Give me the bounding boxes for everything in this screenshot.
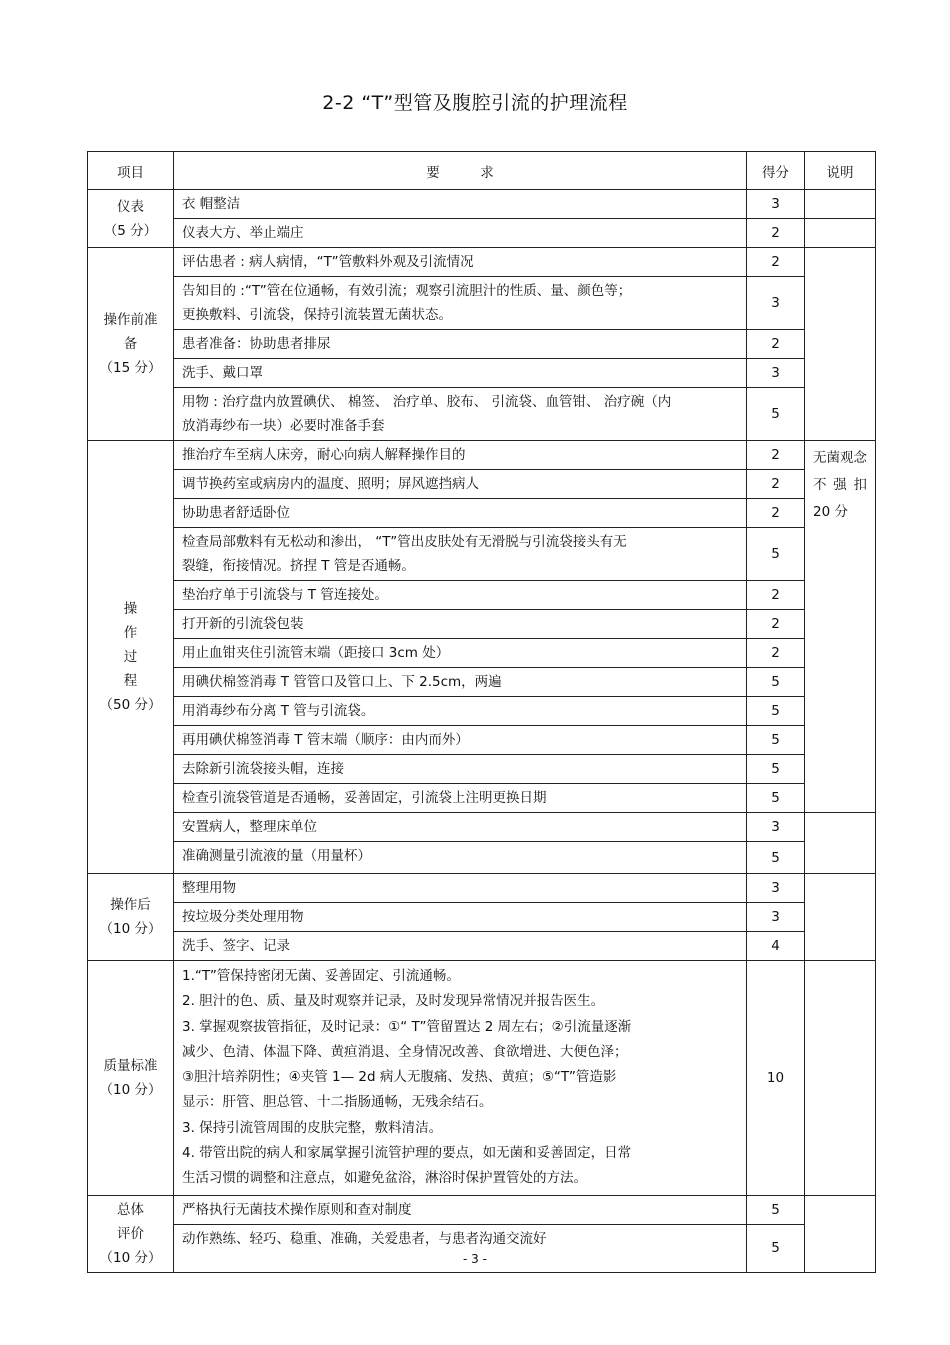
section-process-label: 操 作 过 程 （50 分） bbox=[88, 441, 174, 874]
section-after-label: 操作后 （10 分） bbox=[88, 874, 174, 961]
page-title: 2-2 “T”型管及腹腔引流的护理流程 bbox=[322, 92, 628, 114]
requirement-cell: 整理用物 bbox=[174, 874, 747, 903]
requirement-cell: 准确测量引流液的量（用量杯） bbox=[174, 842, 747, 874]
table-row bbox=[88, 190, 876, 219]
requirement-cell: 安置病人，整理床单位 bbox=[174, 813, 747, 842]
note-cell bbox=[805, 874, 876, 961]
score-cell: 3 bbox=[747, 277, 805, 330]
requirement-cell: 洗手、戴口罩 bbox=[174, 359, 747, 388]
requirement-cell: 用物 : 治疗盘内放置碘伏、 棉签、 治疗单、胶布、 引流袋、血管钳、 治疗碗（内 放消毒纱布一块）必要时准备手套 bbox=[174, 388, 747, 441]
score-cell: 5 bbox=[747, 784, 805, 813]
table-row bbox=[88, 330, 876, 359]
requirement-cell: 再用碘伏棉签消毒 T 管末端（顺序：由内而外） bbox=[174, 726, 747, 755]
section-overall-label: 总体 评价 （10 分） bbox=[88, 1195, 174, 1272]
table-row bbox=[88, 359, 876, 388]
score-cell: 5 bbox=[747, 726, 805, 755]
table-row bbox=[88, 842, 876, 874]
requirement-cell: 去除新引流袋接头帽，连接 bbox=[174, 755, 747, 784]
requirement-cell: 推治疗车至病人床旁，耐心向病人解释操作目的 bbox=[174, 441, 747, 470]
score-cell: 5 bbox=[747, 1195, 805, 1224]
note-cell-aseptic: 无菌观念不强扣 20 分 bbox=[805, 441, 876, 813]
header-row bbox=[88, 152, 876, 190]
requirement-cell: 用止血钳夹住引流管末端（距接口 3cm 处） bbox=[174, 639, 747, 668]
score-cell: 5 bbox=[747, 528, 805, 581]
table-row bbox=[88, 581, 876, 610]
score-cell: 10 bbox=[747, 961, 805, 1196]
table-row bbox=[88, 813, 876, 842]
table-row bbox=[88, 755, 876, 784]
header-note: 说明 bbox=[805, 152, 876, 190]
score-cell: 2 bbox=[747, 470, 805, 499]
requirement-cell: 仪表大方、举止端庄 bbox=[174, 219, 747, 248]
score-cell: 5 bbox=[747, 755, 805, 784]
requirement-cell: 告知目的 :“T”管在位通畅，有效引流；观察引流胆汁的性质、量、颜色等； 更换敷料、引流袋，保持引流装置无菌状态。 bbox=[174, 277, 747, 330]
score-cell: 5 bbox=[747, 1224, 805, 1272]
table-row bbox=[88, 528, 876, 581]
page-number: - 3 - bbox=[463, 1252, 487, 1266]
nursing-procedure-table bbox=[87, 151, 876, 1273]
score-cell: 2 bbox=[747, 330, 805, 359]
requirement-cell: 严格执行无菌技术操作原则和查对制度 bbox=[174, 1195, 747, 1224]
score-cell: 3 bbox=[747, 359, 805, 388]
requirement-cell: 用碘伏棉签消毒 T 管管口及管口上、下 2.5cm，两遍 bbox=[174, 668, 747, 697]
requirement-cell: 按垃圾分类处理用物 bbox=[174, 903, 747, 932]
table-row bbox=[88, 499, 876, 528]
requirement-cell: 洗手、签字、记录 bbox=[174, 932, 747, 961]
table-row bbox=[88, 932, 876, 961]
quality-standards-cell: 1.“T”管保持密闭无菌、妥善固定、引流通畅。 2. 胆汁的色、质、量及时观察并记录，及时发现异常情况并报告医生。 3. 掌握观察拔管指征，及时记录：①“ T”管留置达 2 周左右；②引流量逐渐 减少、色清、体温下降、黄疸消退、全身情况改善、食欲增进、大便色泽； ③胆汁培养阴性；④夹管 1— 2d 病人无腹痛、发热、黄疸；⑤“T”管造影 显示：肝管、胆总管、十二指肠通畅，无残余结石。 3. 保持引流管周围的皮肤完整，敷料清洁。 4. 带管出院的病人和家属掌握引流管护理的要点，如无菌和妥善固定，日常 生活习惯的调整和注意点，如避免盆浴，淋浴时保护置管处的方法。 bbox=[174, 961, 747, 1196]
table-row bbox=[88, 388, 876, 441]
table-row bbox=[88, 470, 876, 499]
header-score: 得分 bbox=[747, 152, 805, 190]
table-row bbox=[88, 639, 876, 668]
requirement-cell: 评估患者 : 病人病情，“T”管敷料外观及引流情况 bbox=[174, 248, 747, 277]
note-cell bbox=[805, 248, 876, 441]
table-row bbox=[88, 1195, 876, 1224]
requirement-cell: 用消毒纱布分离 T 管与引流袋。 bbox=[174, 697, 747, 726]
score-cell: 2 bbox=[747, 219, 805, 248]
requirement-cell: 调节换药室或病房内的温度、照明；屏风遮挡病人 bbox=[174, 470, 747, 499]
table-row bbox=[88, 441, 876, 470]
score-cell: 2 bbox=[747, 610, 805, 639]
table-row bbox=[88, 874, 876, 903]
score-cell: 5 bbox=[747, 668, 805, 697]
requirement-cell: 协助患者舒适卧位 bbox=[174, 499, 747, 528]
table-row bbox=[88, 219, 876, 248]
section-prep-label: 操作前准 备 （15 分） bbox=[88, 248, 174, 441]
score-cell: 5 bbox=[747, 697, 805, 726]
score-cell: 3 bbox=[747, 874, 805, 903]
note-cell bbox=[805, 190, 876, 219]
score-cell: 2 bbox=[747, 248, 805, 277]
table-row bbox=[88, 697, 876, 726]
score-cell: 2 bbox=[747, 581, 805, 610]
requirement-cell: 检查局部敷料有无松动和渗出， “T”管出皮肤处有无滑脱与引流袋接头有无 裂缝，衔接情况。挤捏 T 管是否通畅。 bbox=[174, 528, 747, 581]
note-cell bbox=[805, 961, 876, 1196]
score-cell: 3 bbox=[747, 813, 805, 842]
section-appearance-label: 仪表 （5 分） bbox=[88, 190, 174, 248]
header-requirement: 要 求 bbox=[174, 152, 747, 190]
requirement-cell: 动作熟练、轻巧、稳重、准确，关爱患者，与患者沟通交流好 bbox=[174, 1224, 747, 1272]
table-row bbox=[88, 277, 876, 330]
score-cell: 5 bbox=[747, 388, 805, 441]
table-row bbox=[88, 726, 876, 755]
table-row bbox=[88, 248, 876, 277]
header-item: 项目 bbox=[88, 152, 174, 190]
score-cell: 5 bbox=[747, 842, 805, 874]
table-row bbox=[88, 610, 876, 639]
note-cell bbox=[805, 219, 876, 248]
table-row bbox=[88, 903, 876, 932]
requirement-cell: 打开新的引流袋包装 bbox=[174, 610, 747, 639]
requirement-cell: 垫治疗单于引流袋与 T 管连接处。 bbox=[174, 581, 747, 610]
score-cell: 2 bbox=[747, 441, 805, 470]
requirement-cell: 衣 帽整洁 bbox=[174, 190, 747, 219]
score-cell: 2 bbox=[747, 499, 805, 528]
score-cell: 3 bbox=[747, 190, 805, 219]
score-cell: 3 bbox=[747, 903, 805, 932]
table-row bbox=[88, 961, 876, 1196]
score-cell: 4 bbox=[747, 932, 805, 961]
requirement-cell: 患者准备：协助患者排尿 bbox=[174, 330, 747, 359]
requirement-cell: 检查引流袋管道是否通畅，妥善固定，引流袋上注明更换日期 bbox=[174, 784, 747, 813]
section-quality-label: 质量标准 （10 分） bbox=[88, 961, 174, 1196]
table-row bbox=[88, 784, 876, 813]
score-cell: 2 bbox=[747, 639, 805, 668]
note-cell bbox=[805, 813, 876, 874]
table-row bbox=[88, 668, 876, 697]
